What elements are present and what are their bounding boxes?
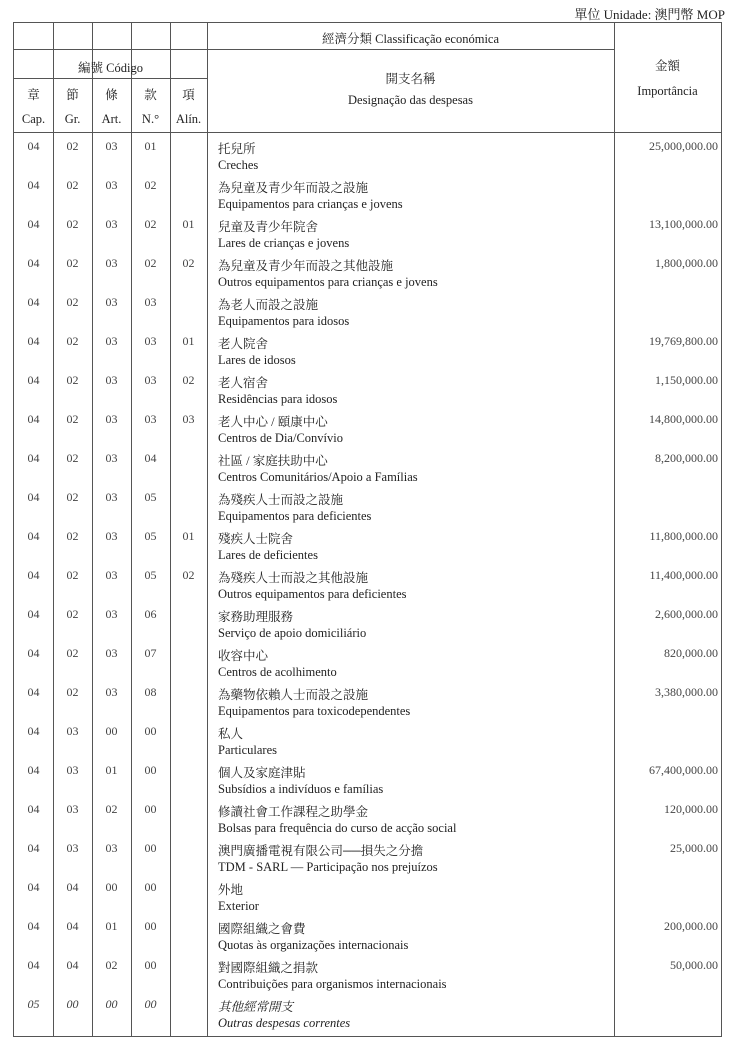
cell-cap: 04: [27, 412, 40, 426]
cell-cap: 04: [27, 919, 40, 933]
designation-zh: 外地: [218, 883, 244, 897]
cell-alin: 02: [182, 256, 195, 270]
cell-art: 00: [105, 724, 118, 738]
designation-pt: Outras despesas correntes: [218, 1016, 351, 1030]
cell-art: 03: [105, 451, 118, 465]
designation-zh: 國際組織之會費: [218, 922, 306, 936]
cell-cap: 04: [27, 841, 40, 855]
designation-zh: 為兒童及青少年而設之設施: [218, 181, 369, 195]
cell-gr: 02: [66, 490, 79, 504]
amount: 120,000.00: [664, 802, 718, 816]
designation-pt: Contribuições para organismos internacionais: [218, 977, 447, 991]
cell-gr: 03: [66, 802, 79, 816]
cell-no: 00: [144, 763, 157, 777]
cell-cap: 04: [27, 646, 40, 660]
cell-no: 03: [144, 295, 157, 309]
cell-alin: 01: [182, 334, 195, 348]
cell-no: 03: [144, 334, 157, 348]
cell-no: 00: [144, 841, 157, 855]
designation-zh: 老人院舍: [218, 337, 269, 351]
designation-pt: Bolsas para frequência do curso de acção social: [218, 821, 457, 835]
designation-zh: 收容中心: [218, 649, 269, 663]
designation-pt: Lares de crianças e jovens: [218, 236, 350, 250]
designation-pt: Creches: [218, 158, 259, 172]
amount-header-pt: Importância: [637, 84, 698, 98]
col-gr-pt: Gr.: [64, 112, 81, 126]
cell-no: 04: [144, 451, 157, 465]
col-no-zh: 款: [144, 88, 157, 102]
cell-art: 03: [105, 217, 118, 231]
designation-zh: 殘疾人士院舍: [218, 532, 294, 546]
cell-gr: 02: [66, 451, 79, 465]
cell-no: 00: [144, 919, 157, 933]
cell-art: 00: [105, 997, 118, 1011]
cell-no: 08: [144, 685, 157, 699]
cell-no: 05: [144, 568, 157, 582]
cell-gr: 02: [66, 646, 79, 660]
header-line: [14, 78, 207, 79]
amount: 67,400,000.00: [649, 763, 718, 777]
designation-zh: 為藥物依賴人士而設之設施: [218, 688, 369, 702]
cell-cap: 04: [27, 724, 40, 738]
col-art-zh: 條: [105, 88, 118, 102]
cell-art: 03: [105, 334, 118, 348]
designation-pt: Lares de idosos: [218, 353, 296, 367]
designation-zh: 老人中心 / 頤康中心: [218, 415, 328, 429]
budget-table: [13, 22, 722, 1037]
cell-art: 03: [105, 646, 118, 660]
designation-pt: Particulares: [218, 743, 278, 757]
cell-cap: 04: [27, 958, 40, 972]
cell-no: 05: [144, 529, 157, 543]
col-no-pt: N.°: [141, 112, 160, 126]
header-line: [14, 49, 614, 50]
cell-cap: 04: [27, 568, 40, 582]
cell-art: 03: [105, 373, 118, 387]
amount: 19,769,800.00: [649, 334, 718, 348]
cell-cap: 04: [27, 802, 40, 816]
amount: 3,380,000.00: [655, 685, 718, 699]
col-alin-pt: Alín.: [175, 112, 202, 126]
cell-art: 03: [105, 568, 118, 582]
designation-pt: Quotas às organizações internacionais: [218, 938, 409, 952]
designation-zh: 個人及家庭津貼: [218, 766, 306, 780]
col-alin-zh: 項: [182, 88, 195, 102]
cell-gr: 02: [66, 412, 79, 426]
cell-art: 03: [105, 490, 118, 504]
cell-art: 03: [105, 841, 118, 855]
col-cap-pt: Cap.: [21, 112, 46, 126]
amount: 11,400,000.00: [649, 568, 718, 582]
designation-zh: 托兒所: [218, 142, 256, 156]
cell-art: 03: [105, 529, 118, 543]
designation-pt: Equipamentos para toxicodependentes: [218, 704, 411, 718]
col-art-pt: Art.: [101, 112, 122, 126]
amount: 1,150,000.00: [655, 373, 718, 387]
designation-zh: 為兒童及青少年而設之其他設施: [218, 259, 394, 273]
designation-pt: TDM - SARL — Participação nos prejuízos: [218, 860, 438, 874]
designation-zh: 為老人而設之設施: [218, 298, 319, 312]
cell-art: 03: [105, 295, 118, 309]
cell-alin: 01: [182, 529, 195, 543]
cell-gr: 02: [66, 217, 79, 231]
amount: 2,600,000.00: [655, 607, 718, 621]
cell-gr: 02: [66, 256, 79, 270]
cell-no: 00: [144, 802, 157, 816]
cell-cap: 05: [27, 997, 40, 1011]
cell-gr: 04: [66, 919, 79, 933]
cell-gr: 02: [66, 334, 79, 348]
amount: 50,000.00: [670, 958, 718, 972]
cell-gr: 02: [66, 178, 79, 192]
designation-pt: Centros Comunitários/Apoio a Famílias: [218, 470, 418, 484]
cell-cap: 04: [27, 685, 40, 699]
cell-no: 06: [144, 607, 157, 621]
cell-no: 05: [144, 490, 157, 504]
cell-cap: 04: [27, 334, 40, 348]
designation-zh: 家務助理服務: [218, 610, 294, 624]
designation-zh: 社區 / 家庭扶助中心: [218, 454, 328, 468]
designation-pt: Centros de acolhimento: [218, 665, 337, 679]
cell-gr: 02: [66, 295, 79, 309]
cell-no: 02: [144, 217, 157, 231]
designation-pt: Centros de Dia/Convívio: [218, 431, 343, 445]
header-line: [14, 132, 721, 133]
cell-no: 03: [144, 373, 157, 387]
cell-no: 00: [144, 997, 157, 1011]
designation-header-zh: 開支名稱: [385, 72, 436, 86]
cell-gr: 03: [66, 763, 79, 777]
cell-cap: 04: [27, 763, 40, 777]
designation-pt: Equipamentos para deficientes: [218, 509, 372, 523]
cell-cap: 04: [27, 178, 40, 192]
cell-art: 01: [105, 763, 118, 777]
designation-zh: 其他經常開支: [218, 1000, 294, 1014]
cell-cap: 04: [27, 529, 40, 543]
cell-art: 00: [105, 880, 118, 894]
amount: 14,800,000.00: [649, 412, 718, 426]
cell-gr: 00: [66, 997, 79, 1011]
cell-gr: 03: [66, 724, 79, 738]
cell-art: 02: [105, 802, 118, 816]
cell-gr: 04: [66, 958, 79, 972]
amount: 13,100,000.00: [649, 217, 718, 231]
cell-art: 03: [105, 256, 118, 270]
cell-gr: 02: [66, 568, 79, 582]
cell-art: 03: [105, 685, 118, 699]
cell-art: 02: [105, 958, 118, 972]
cell-no: 00: [144, 880, 157, 894]
designation-zh: 修讀社會工作課程之助學金: [218, 805, 369, 819]
cell-cap: 04: [27, 295, 40, 309]
cell-cap: 04: [27, 451, 40, 465]
designation-pt: Exterior: [218, 899, 259, 913]
cell-art: 03: [105, 139, 118, 153]
cell-gr: 02: [66, 607, 79, 621]
cell-art: 03: [105, 607, 118, 621]
designation-pt: Outros equipamentos para deficientes: [218, 587, 407, 601]
cell-cap: 04: [27, 217, 40, 231]
designation-zh: 私人: [218, 727, 244, 741]
cell-no: 02: [144, 256, 157, 270]
cell-alin: 02: [182, 568, 195, 582]
cell-art: 01: [105, 919, 118, 933]
cell-art: 03: [105, 178, 118, 192]
cell-cap: 04: [27, 880, 40, 894]
designation-zh: 對國際組織之捐款: [218, 961, 319, 975]
amount: 200,000.00: [664, 919, 718, 933]
cell-no: 00: [144, 724, 157, 738]
amount: 8,200,000.00: [655, 451, 718, 465]
designation-pt: Subsídios a indivíduos e famílias: [218, 782, 384, 796]
cell-no: 03: [144, 412, 157, 426]
cell-gr: 04: [66, 880, 79, 894]
amount: 820,000.00: [664, 646, 718, 660]
designation-zh: 澳門廣播電視有限公司──損失之分擔: [218, 844, 424, 858]
col-cap-zh: 章: [27, 88, 40, 102]
cell-cap: 04: [27, 373, 40, 387]
designation-zh: 為殘疾人士而設之設施: [218, 493, 344, 507]
cell-alin: 02: [182, 373, 195, 387]
designation-pt: Residências para idosos: [218, 392, 338, 406]
cell-no: 00: [144, 958, 157, 972]
cell-cap: 04: [27, 256, 40, 270]
cell-alin: 03: [182, 412, 195, 426]
cell-cap: 04: [27, 490, 40, 504]
designation-pt: Outros equipamentos para crianças e jovens: [218, 275, 438, 289]
designation-pt: Lares de deficientes: [218, 548, 318, 562]
designation-header-pt: Designação das despesas: [348, 93, 473, 107]
cell-gr: 02: [66, 685, 79, 699]
designation-zh: 兒童及青少年院舍: [218, 220, 319, 234]
amount: 25,000.00: [670, 841, 718, 855]
designation-zh: 為殘疾人士而設之其他設施: [218, 571, 369, 585]
designation-pt: Equipamentos para idosos: [218, 314, 350, 328]
amount: 25,000,000.00: [649, 139, 718, 153]
cell-cap: 04: [27, 139, 40, 153]
cell-art: 03: [105, 412, 118, 426]
cell-cap: 04: [27, 607, 40, 621]
cell-gr: 02: [66, 373, 79, 387]
designation-zh: 老人宿舍: [218, 376, 269, 390]
cell-alin: 01: [182, 217, 195, 231]
cell-no: 02: [144, 178, 157, 192]
classification-header: 經濟分類 Classificação económica: [321, 32, 500, 46]
amount-header-zh: 金額: [654, 59, 680, 73]
col-divider: [207, 23, 208, 1036]
designation-pt: Serviço de apoio domiciliário: [218, 626, 367, 640]
cell-gr: 02: [66, 139, 79, 153]
cell-gr: 03: [66, 841, 79, 855]
cell-gr: 02: [66, 529, 79, 543]
cell-no: 07: [144, 646, 157, 660]
col-gr-zh: 節: [66, 88, 79, 102]
amount: 11,800,000.00: [649, 529, 718, 543]
designation-pt: Equipamentos para crianças e jovens: [218, 197, 403, 211]
unit-label: 單位 Unidade: 澳門幣 MOP: [574, 7, 725, 22]
amount: 1,800,000.00: [655, 256, 718, 270]
code-group-header: 編號 Código: [78, 61, 143, 75]
cell-no: 01: [144, 139, 157, 153]
